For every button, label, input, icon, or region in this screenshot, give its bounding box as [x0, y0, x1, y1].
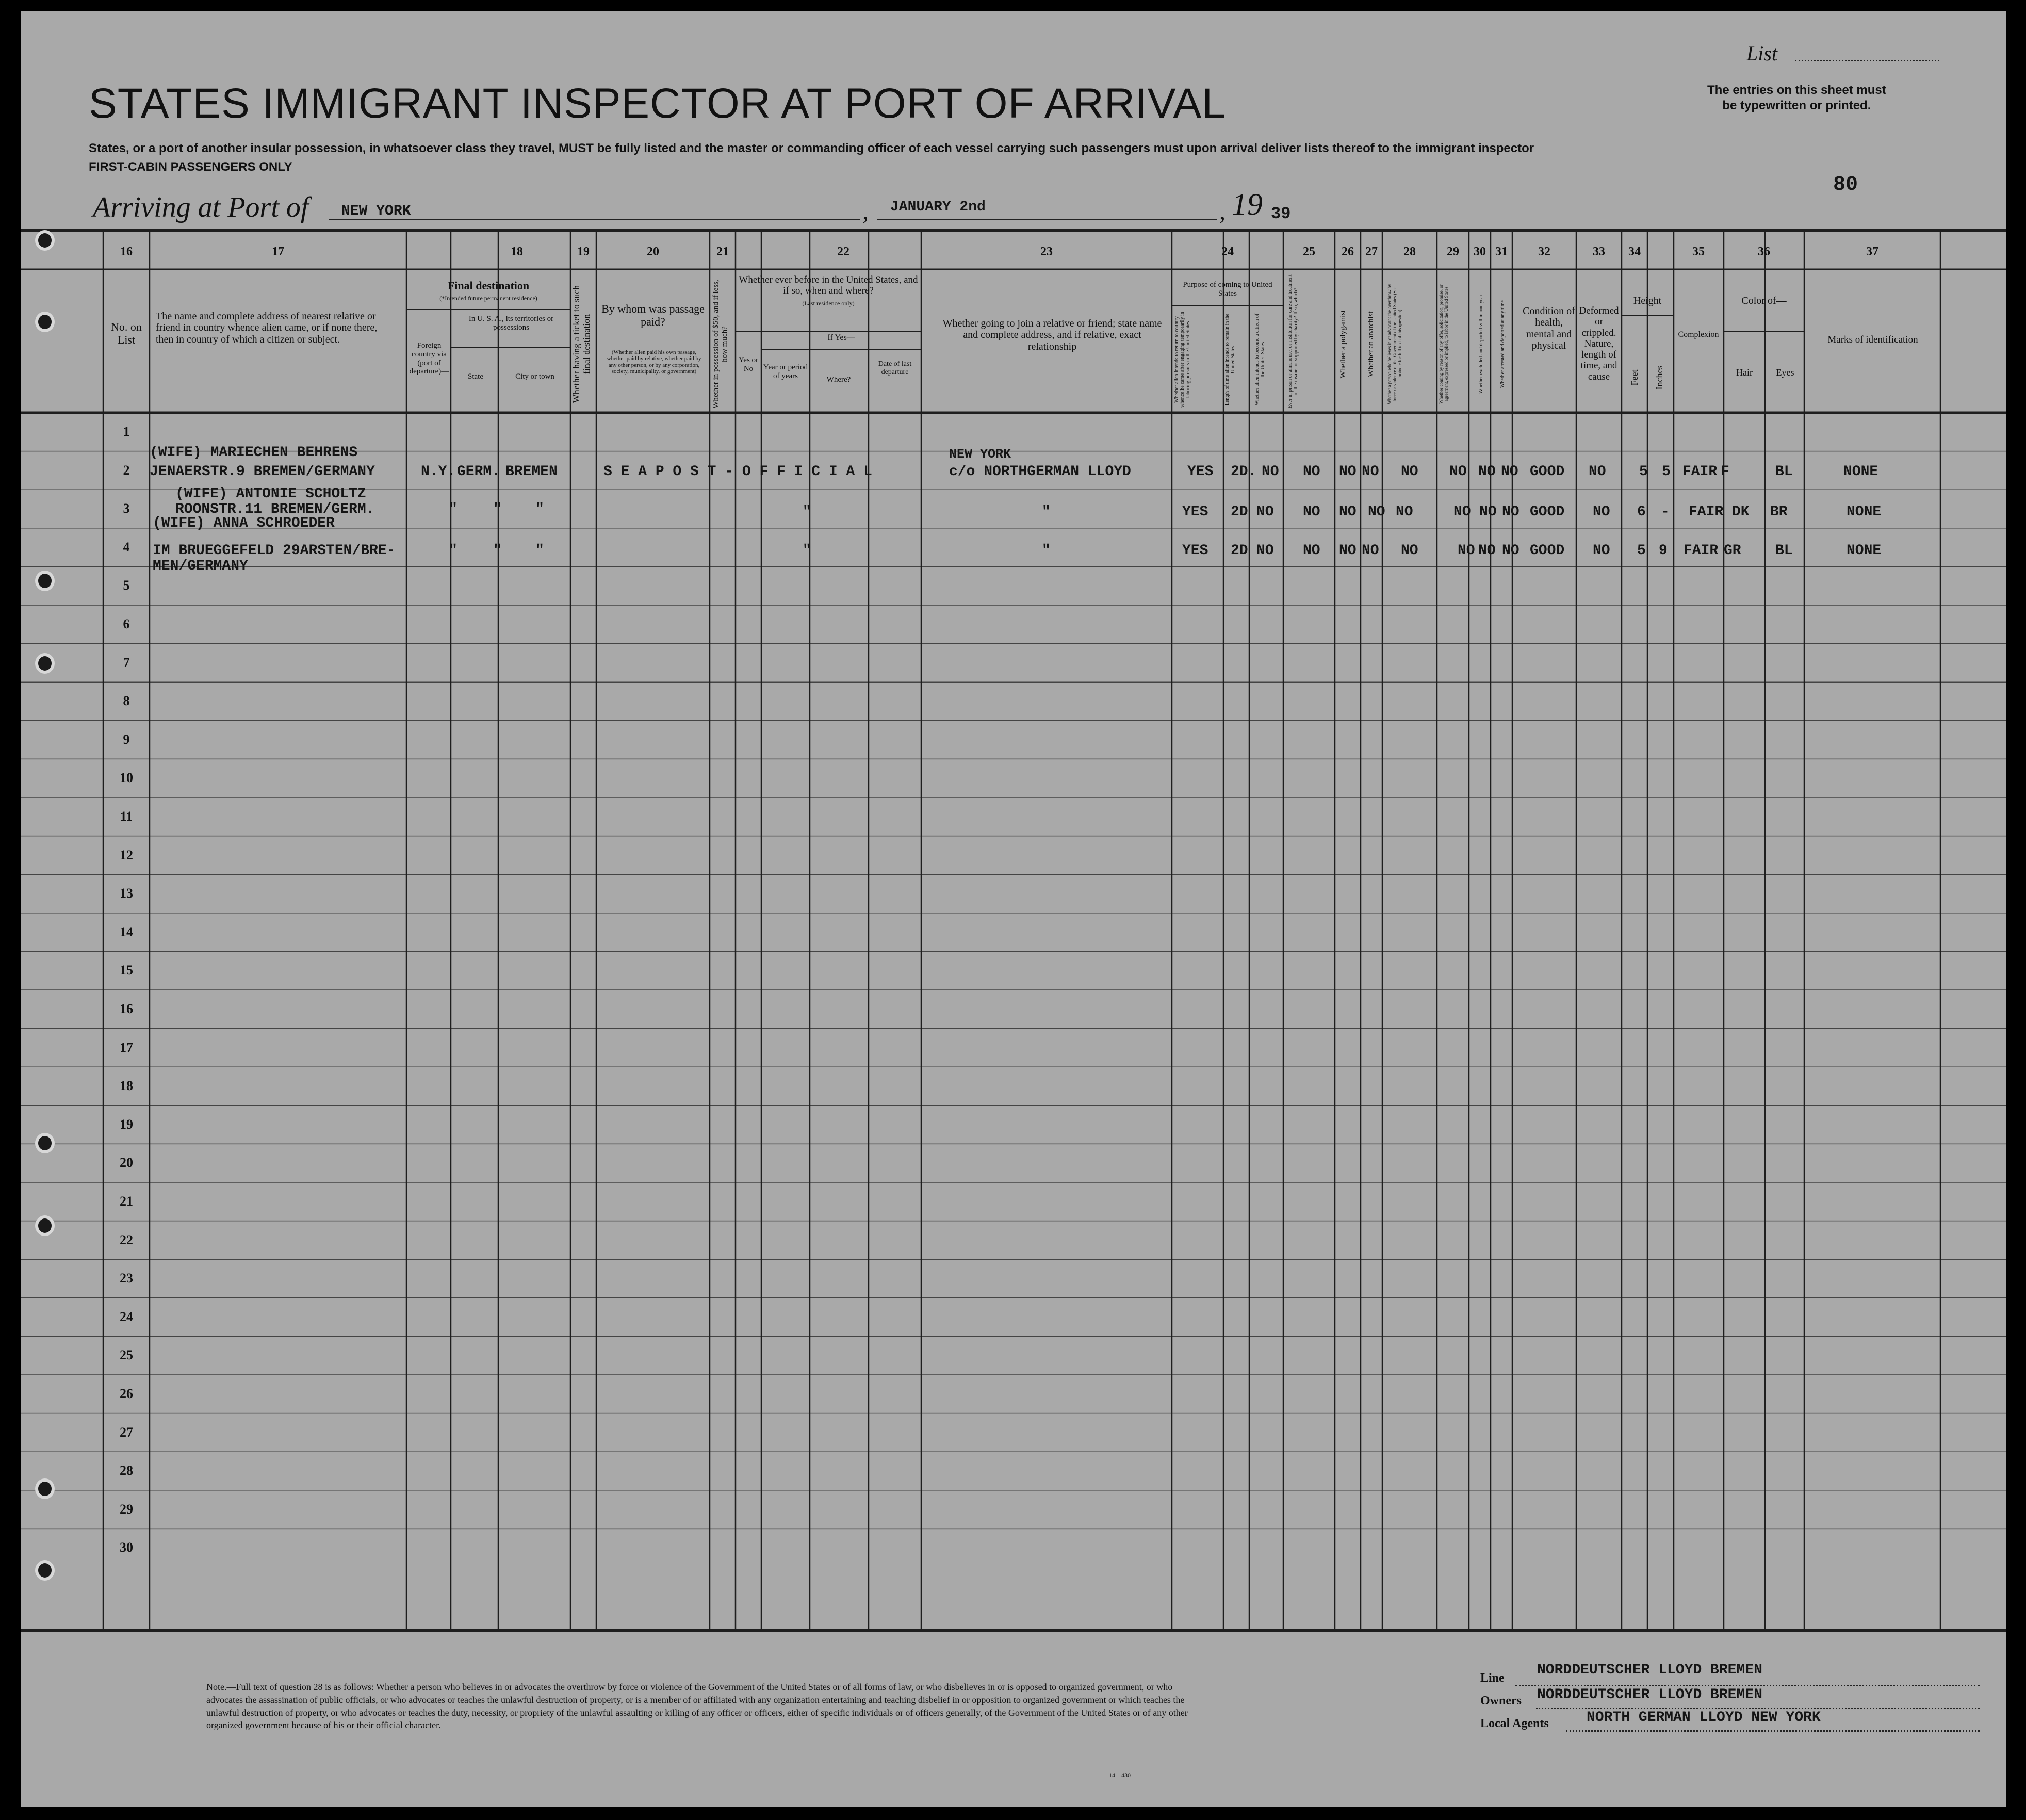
year-suffix: 39 — [1271, 204, 1291, 223]
column-number: 21 — [716, 245, 729, 258]
port-value: NEW YORK — [341, 203, 411, 219]
row-number: 20 — [120, 1155, 133, 1171]
hdr-if-yes: If Yes— — [827, 333, 855, 342]
entry-1-joining-line1: NEW YORK — [949, 447, 1011, 462]
column-number: 23 — [1040, 245, 1053, 258]
comma-2: , — [1219, 198, 1226, 225]
hdr-fifty-dollars: Whether in possession of $50, and if less, how much? — [712, 280, 729, 409]
row-number: 15 — [120, 963, 133, 978]
row-number: 22 — [120, 1232, 133, 1247]
date-value: JANUARY 2nd — [890, 199, 986, 215]
row-number: 5 — [123, 578, 130, 593]
line-rule — [1515, 1685, 1980, 1686]
entry-3-city: " — [535, 543, 544, 559]
row-number: 19 — [120, 1116, 133, 1132]
entry-3-foreign: " — [449, 543, 458, 559]
entry-2-q29: NO — [1453, 504, 1471, 520]
hdr-purpose-a: Whether alien intends to return to country whence he came after engaging temporarily in laboring pursuits in the United States — [1174, 312, 1191, 408]
hdr-last-residence: (Last residence only) — [802, 300, 855, 307]
binder-hole — [35, 571, 55, 591]
entry-2-hair: DK — [1732, 504, 1750, 520]
entry-1-q24a: YES — [1187, 464, 1214, 480]
entry-1-eyes: BL — [1775, 464, 1793, 480]
entry-3-health: GOOD — [1530, 543, 1565, 559]
hdr-state: State — [468, 372, 483, 381]
row-number: 29 — [120, 1501, 133, 1517]
entry-1-health: GOOD — [1530, 464, 1565, 480]
hdr-foreign-country: Foreign country via (port of departure)— — [409, 342, 449, 376]
hdr-purpose-b: Length of time alien intends to remain in the United States — [1224, 313, 1236, 406]
binder-hole — [35, 1215, 55, 1236]
row-number: 23 — [120, 1271, 133, 1286]
owners-label: Owners — [1480, 1694, 1522, 1708]
entry-2-feet: 6 — [1637, 504, 1646, 520]
entry-3-q24c: NO — [1256, 543, 1274, 559]
entry-3-state: " — [493, 543, 502, 559]
entry-3-joining-line2: " — [1042, 543, 1051, 559]
manifest-sheet — [21, 11, 2006, 1807]
row-number: 8 — [123, 693, 130, 709]
page-subtitle: States, or a port of another insular possession, in whatsoever class they travel, MUST be fully listed and the master or commanding officer of each vessel carrying such passengers must upon arrival deliver lists thereof to the immigrant inspector — [89, 141, 1534, 155]
entry-3-q30: NO — [1478, 543, 1496, 559]
row-number: 17 — [120, 1039, 133, 1055]
row-number: 11 — [120, 809, 133, 824]
column-number: 25 — [1303, 245, 1315, 258]
hdr-color-of: Color of— — [1741, 295, 1787, 306]
hdr-yes-or-no: Yes or No — [738, 356, 759, 373]
entry-3-q28: NO — [1401, 543, 1418, 559]
hdr-passage-paid: By whom was passage paid? — [601, 302, 705, 328]
entry-2-relative-line2: ROONSTR.11 BREMEN/GERM. — [175, 501, 375, 517]
entry-1-deformed: NO — [1589, 464, 1606, 480]
column-number: 35 — [1692, 245, 1705, 258]
column-number: 22 — [837, 245, 849, 258]
entry-2-joining-line2: " — [1042, 504, 1051, 520]
entry-1-complexion: FAIR — [1682, 464, 1718, 480]
binder-hole — [35, 653, 55, 674]
hdr-hair: Hair — [1736, 367, 1753, 378]
entry-3-complexion: FAIR — [1684, 543, 1719, 559]
entries-note: The entries on this sheet must be typewritten or printed. — [1707, 83, 1886, 112]
row-number: 28 — [120, 1463, 133, 1478]
entry-2-health: GOOD — [1530, 504, 1565, 520]
entry-1-q25: NO — [1303, 464, 1320, 480]
row-number: 14 — [120, 924, 133, 939]
footnote-q28: Note.—Full text of question 28 is as follows: Whether a person who believes in or advocates the overthrow by force or violence of the Government of the United States or of all forms of law, or who disbelieves in or is opposed to organized government, or who advocates the assassination of public officials, or who advocates or teaches the unlawful destruction of property, or is a member of or affiliated with any organization entertaining and teaching disbelief in or opposition to organized government or which teaches the unlawful destruction of property, or who advocates or teaches the duty, necessity, or propriety of the unlawful assaulting or killing of any officer or officers, either of specific individuals or of officers generally, of the Government of the United States or of any other organized government because of his or their official character. — [206, 1682, 1188, 1731]
entry-3-relative-line1: (WIFE) ANNA SCHROEDER — [153, 515, 335, 531]
entry-3-q31: NO — [1502, 543, 1519, 559]
hdr-complexion: Complexion — [1678, 330, 1719, 339]
entry-3-q24b: 2D — [1231, 543, 1248, 559]
entry-1-q26: NO — [1339, 464, 1357, 480]
entry-1-joining-line2: c/o NORTHGERMAN LLOYD — [949, 464, 1131, 480]
entry-3-q26: NO — [1339, 543, 1357, 559]
hdr-in-usa: In U. S. A., its territories or possessions — [468, 315, 554, 332]
hdr-where: Where? — [826, 376, 851, 384]
row-number: 10 — [120, 770, 133, 786]
hdr-height: Height — [1633, 295, 1662, 306]
entry-3-inches: 9 — [1659, 543, 1668, 559]
column-number: 29 — [1447, 245, 1459, 258]
row-number: 4 — [123, 539, 130, 555]
entry-3-q29: NO — [1458, 543, 1475, 559]
hdr-condition: Condition of health, mental and physical — [1523, 305, 1575, 352]
entry-3-hair: GR — [1724, 543, 1741, 559]
hdr-q29: Whether coming by reason of any offer, solicitation, promise, or agreement, expressed or implied, to labor in the United States — [1439, 284, 1449, 404]
entry-1-city: BREMEN — [505, 464, 558, 480]
year-prefix: 19 — [1232, 187, 1263, 221]
column-number: 31 — [1495, 245, 1508, 258]
column-number: 32 — [1538, 245, 1550, 258]
entry-2-q25: NO — [1303, 504, 1320, 520]
hdr-eyes: Eyes — [1776, 367, 1794, 378]
entry-2-foreign: " — [449, 501, 458, 517]
entry-1-q31: NO — [1501, 464, 1518, 480]
entry-1-relative-line1: (WIFE) MARIECHEN BEHRENS — [150, 445, 358, 461]
entry-2-complexion: FAIR — [1689, 504, 1724, 520]
entry-2-q26: NO — [1339, 504, 1357, 520]
entry-2-passage: " — [803, 504, 811, 520]
hdr-passage-note: (Whether alien paid his own passage, whether paid by relative, whether paid by any other person, or by any corporation, society, municipality, or government) — [607, 349, 701, 375]
column-number: 36 — [1758, 245, 1770, 258]
entry-1-foreign: N.Y. — [421, 464, 456, 480]
row-number: 1 — [123, 424, 130, 439]
entry-1-hair: F — [1721, 464, 1729, 480]
binder-hole — [35, 312, 55, 332]
binder-hole — [35, 1133, 55, 1153]
entry-1-q28: NO — [1401, 464, 1418, 480]
entry-2-marks: NONE — [1847, 504, 1882, 520]
row-number: 2 — [123, 462, 130, 478]
hdr-q30: Whether excluded and deported within one year — [1478, 294, 1484, 394]
row-number: 3 — [123, 501, 130, 516]
hdr-deformed: Deformed or crippled. Nature, length of time, and cause — [1579, 305, 1619, 382]
entry-1-q29: NO — [1449, 464, 1467, 480]
hdr-no-on-list: No. on List — [111, 320, 142, 346]
hdr-feet: Feet — [1629, 369, 1640, 386]
manifest-grid — [21, 11, 2006, 1807]
entry-3-relative-line3: MEN/GERMANY — [153, 558, 248, 574]
row-number: 9 — [123, 732, 130, 747]
column-number: 19 — [577, 245, 590, 258]
entry-3-eyes: BL — [1775, 543, 1793, 559]
hdr-final-destination: Final destination — [447, 279, 530, 292]
hdr-q31: Whether arrested and deported at any time — [1500, 300, 1506, 388]
entry-2-state: " — [493, 501, 502, 517]
class-note: FIRST-CABIN PASSENGERS ONLY — [89, 160, 292, 174]
hdr-joining: Whether going to join a relative or friend; state name and complete address, and if relative, exact relationship — [942, 318, 1162, 352]
entry-1-inches: 5 — [1662, 464, 1671, 480]
owners-rule — [1536, 1708, 1980, 1709]
page-title: STATES IMMIGRANT INSPECTOR AT PORT OF ARRIVAL — [89, 80, 1226, 127]
row-number: 27 — [120, 1424, 133, 1440]
column-number: 30 — [1474, 245, 1486, 258]
entry-2-eyes: BR — [1770, 504, 1788, 520]
hdr-date-departure: Date of last departure — [878, 360, 912, 376]
line-value: NORDDEUTSCHER LLOYD BREMEN — [1537, 1662, 1762, 1678]
column-number: 20 — [647, 245, 659, 258]
entry-2-q27: NO — [1368, 504, 1385, 520]
entry-3-marks: NONE — [1847, 543, 1882, 559]
line-label: Line — [1480, 1671, 1505, 1685]
column-number: 28 — [1403, 245, 1416, 258]
column-number: 18 — [511, 245, 523, 258]
row-number: 12 — [120, 847, 133, 863]
row-number: 7 — [123, 655, 130, 670]
entry-2-deformed: NO — [1593, 504, 1610, 520]
entry-2-q24c: NO — [1256, 504, 1274, 520]
column-number: 34 — [1628, 245, 1641, 258]
hdr-purpose-c: Whether alien intends to become a citizen of the United States — [1254, 313, 1266, 406]
entry-1-state: GERM. — [457, 464, 501, 480]
row-number: 30 — [120, 1540, 133, 1555]
hdr-anarchist: Whether an anarchist — [1367, 311, 1375, 377]
entry-1-marks: NONE — [1843, 464, 1878, 480]
owners-value: NORDDEUTSCHER LLOYD BREMEN — [1537, 1687, 1762, 1703]
entry-2-relative-line1: (WIFE) ANTONIE SCHOLTZ — [175, 486, 366, 502]
entry-1-feet: 5 — [1639, 464, 1648, 480]
entry-1-relative-line2: JENAERSTR.9 BREMEN/GERMANY — [150, 464, 375, 480]
row-number: 18 — [120, 1078, 133, 1094]
binder-hole — [35, 1478, 55, 1499]
row-number: 24 — [120, 1309, 133, 1324]
hdr-inches: Inches — [1654, 365, 1664, 390]
agents-rule — [1566, 1730, 1980, 1732]
binder-hole — [35, 1560, 55, 1581]
hdr-purpose: Purpose of coming to United States — [1183, 281, 1272, 298]
entry-1-q24c: NO — [1262, 464, 1279, 480]
entry-3-passage: " — [803, 543, 811, 559]
hdr-ticket: Whether having a ticket to such final destination — [571, 285, 592, 403]
row-number: 13 — [120, 886, 133, 901]
entry-1-q30: NO — [1478, 464, 1496, 480]
entry-2-q31: NO — [1502, 504, 1519, 520]
entry-2-q24a: YES — [1182, 504, 1208, 520]
entry-3-q25: NO — [1303, 543, 1320, 559]
column-number: 17 — [272, 245, 284, 258]
entry-2-q28: NO — [1396, 504, 1413, 520]
hdr-city: City or town — [515, 372, 554, 381]
hdr-ever-before: Whether ever before in the United States, and if so, when and where? — [739, 274, 918, 297]
entry-1-passage: S E A P O S T - O F F I C I A L — [603, 464, 872, 480]
entry-3-q27: NO — [1362, 543, 1379, 559]
hdr-polygamist: Whether a polygamist — [1339, 310, 1347, 379]
row-number: 26 — [120, 1386, 133, 1401]
entry-3-q24a: YES — [1182, 543, 1208, 559]
entry-2-inches: - — [1661, 504, 1670, 520]
binder-hole — [35, 230, 55, 251]
row-number: 16 — [120, 1001, 133, 1016]
list-label: List — [1746, 42, 1778, 65]
hdr-final-dest-note: (*Intended future permanent residence) — [439, 295, 537, 302]
row-number: 6 — [123, 616, 130, 631]
column-number: 37 — [1866, 245, 1878, 258]
entry-2-q24b: 2D — [1231, 504, 1248, 520]
entry-1-q27: NO — [1362, 464, 1379, 480]
column-number: 24 — [1221, 245, 1234, 258]
page-number: 80 — [1833, 173, 1858, 197]
arriving-label: Arriving at Port of — [93, 191, 309, 223]
entry-3-feet: 5 — [1637, 543, 1646, 559]
column-number: 16 — [120, 245, 133, 258]
column-number: 26 — [1342, 245, 1354, 258]
hdr-prison: Ever in prison or almshouse, or institution for care and treatment of the insane, or supported by charity? If so, which? — [1287, 274, 1299, 409]
agents-label: Local Agents — [1480, 1717, 1549, 1730]
column-number: 33 — [1593, 245, 1605, 258]
entry-2-q30: NO — [1479, 504, 1497, 520]
row-number: 25 — [120, 1347, 133, 1363]
entry-2-city: " — [535, 501, 544, 517]
entry-3-relative-line2: IM BRUEGGEFELD 29ARSTEN/BRE- — [153, 543, 396, 559]
column-number: 27 — [1365, 245, 1378, 258]
entry-1-q24b: 2D. — [1231, 464, 1257, 480]
hdr-nearest-relative: The name and complete address of nearest relative or friend in country whence alien came, or if none there, then in country of which a citizen or subject. — [156, 311, 378, 345]
agents-value: NORTH GERMAN LLOYD NEW YORK — [1587, 1710, 1821, 1726]
form-number: 14—430 — [1109, 1772, 1131, 1779]
entry-3-deformed: NO — [1593, 543, 1610, 559]
hdr-q28: Whether a person who believes in or advocates the overthrow by force or violence of the Government of the United States (See footnote for full text of this question) — [1387, 284, 1402, 404]
hdr-year-period: Year or period of years — [763, 363, 808, 380]
hdr-marks: Marks of identification — [1827, 334, 1918, 345]
comma-1: , — [862, 198, 869, 225]
row-number: 21 — [120, 1194, 133, 1209]
